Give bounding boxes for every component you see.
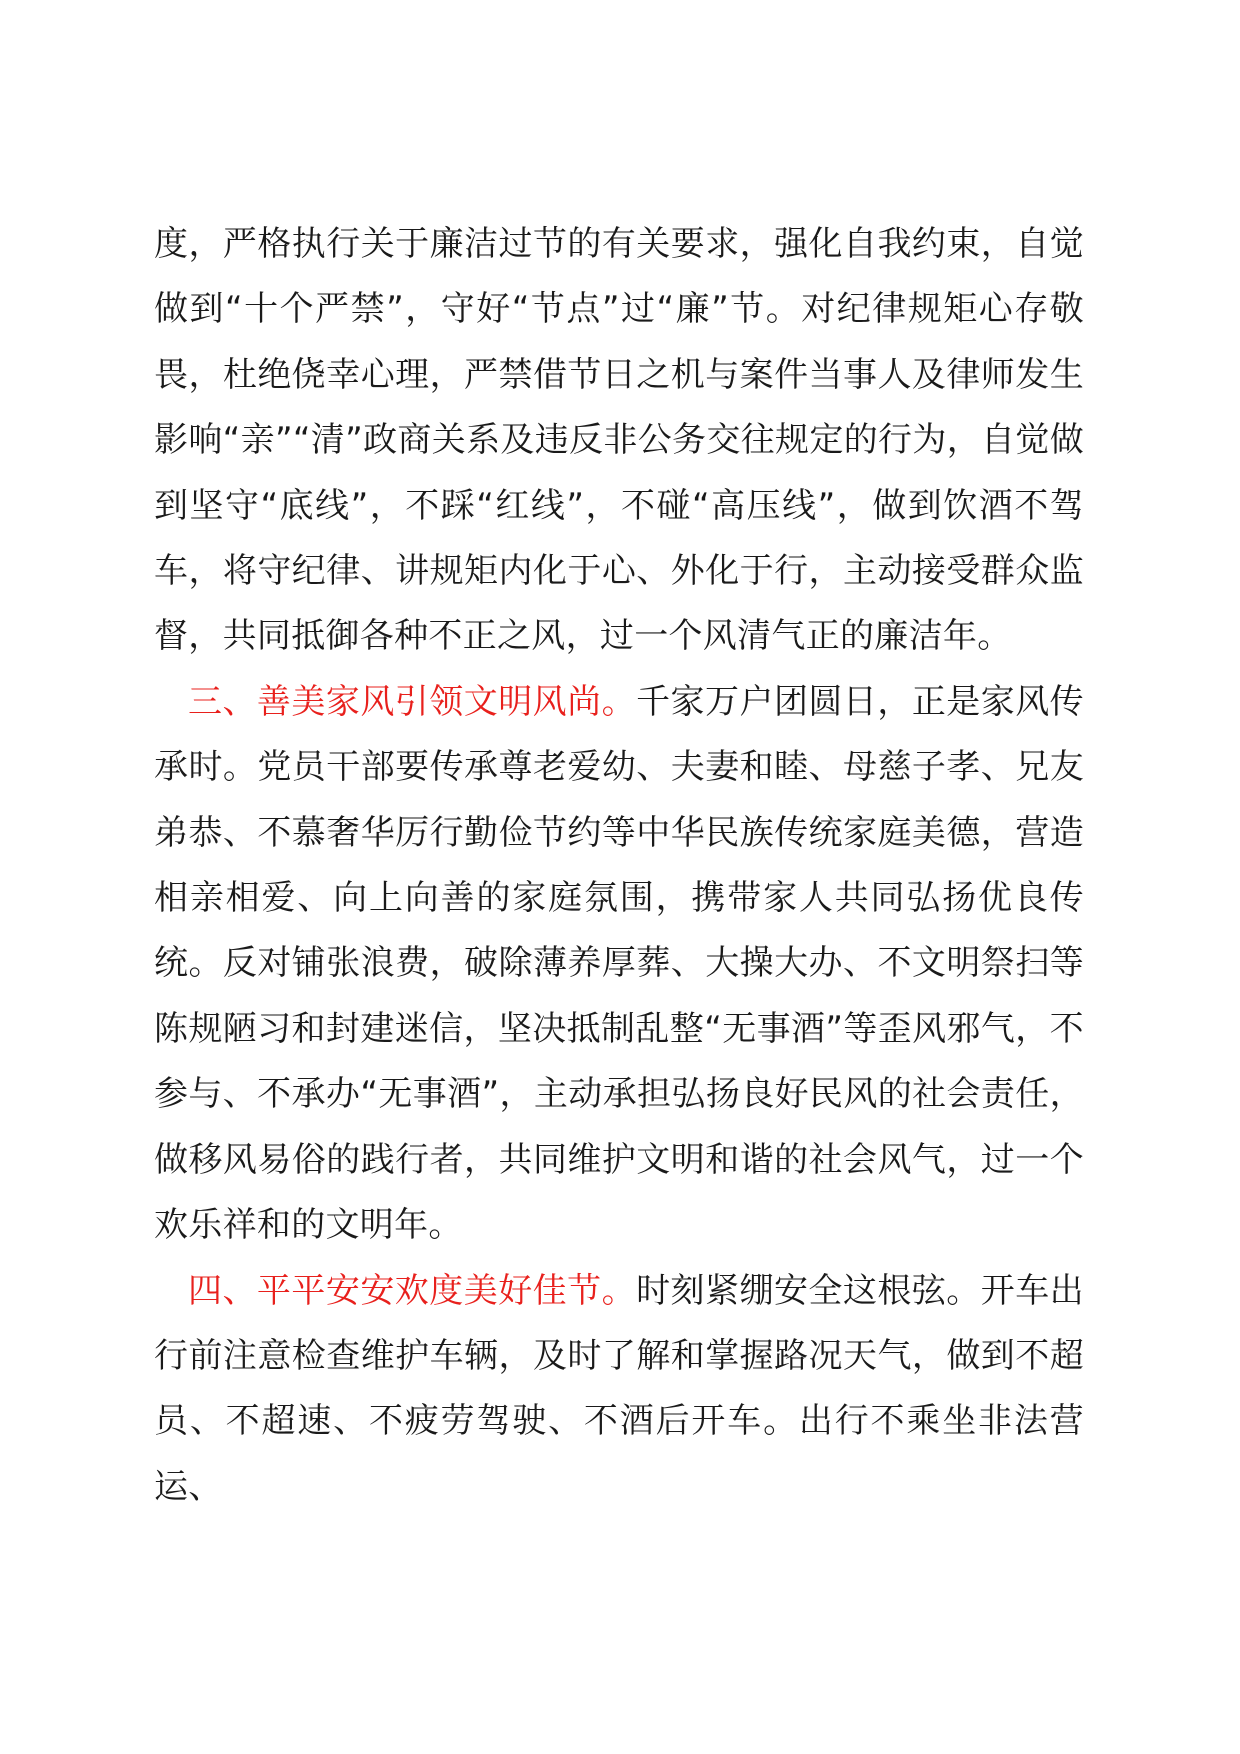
paragraph-text: 千家万户团圆日，正是家风传承时。党员干部要传承尊老爱幼、夫妻和睦、母慈子孝、兄友弟恭、不慕奢华厉行勤俭节约等中华民族传统家庭美德，营造相亲相爱、向上向善的家庭氛围，携带家人共同弘扬优良传统。反对铺张浪费，破除薄养厚葬、大操大办、不文明祭扫等陈规陋习和封建迷信，坚决抵制乱整“无事酒”等歪风邪气，不参与、不承办“无事酒”，主动承担弘扬良好民风的社会责任，做移风易俗的践行者，共同维护文明和谐的社会风气，过一个欢乐祥和的文明年。 — [154, 681, 1084, 1246]
document-body — [154, 212, 1084, 1520]
paragraph-section-three — [154, 670, 1084, 1259]
paragraph-continuation — [154, 212, 1084, 670]
section-heading: 四、平平安安欢度美好佳节。 — [188, 1270, 637, 1311]
paragraph-text: 度，严格执行关于廉洁过节的有关要求，强化自我约束，自觉做到“十个严禁”，守好“节点”过“廉”节。对纪律规矩心存敬畏，杜绝侥幸心理，严禁借节日之机与案件当事人及律师发生影响“亲”“清”政商关系及违反非公务交往规定的行为，自觉做到坚守“底线”，不踩“红线”，不碰“高压线”，做到饮酒不驾车，将守纪律、讲规矩内化于心、外化于行，主动接受群众监督，共同抵御各种不正之风，过一个风清气正的廉洁年。 — [154, 224, 1084, 657]
paragraph-section-four — [154, 1259, 1084, 1521]
paragraph-text: 时刻紧绷安全这根弦。开车出行前注意检查维护车辆，及时了解和掌握路况天气，做到不超员、不超速、不疲劳驾驶、不酒后开车。出行不乘坐非法营运、 — [154, 1270, 1084, 1507]
section-heading: 三、善美家风引领文明风尚。 — [188, 681, 637, 722]
